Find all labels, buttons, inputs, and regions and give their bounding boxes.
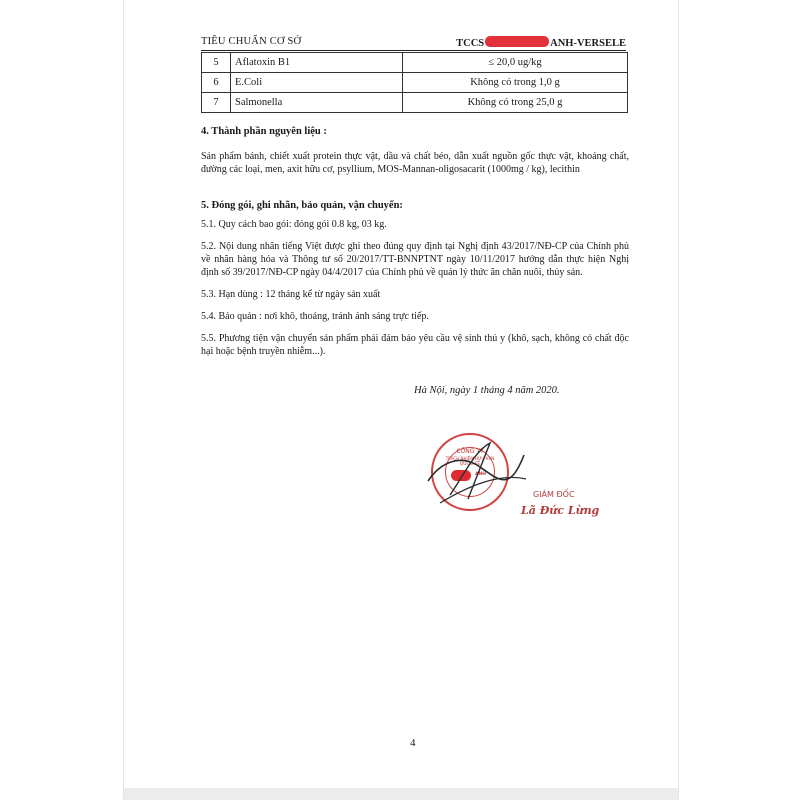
header-rule [201, 50, 626, 51]
table-row [202, 93, 628, 113]
seal-text-3: QUỐC TẾ [459, 462, 481, 467]
section-5-3: 5.3. Hạn dùng : 12 tháng kể từ ngày sản xuất [201, 289, 381, 300]
signatory-title: GIÁM ĐỐC [533, 490, 575, 499]
header-left-title: TIÊU CHUẨN CƠ SỞ [201, 36, 302, 47]
section-5-5: 5.5. Phương tiện vận chuyển sản phẩm phải đảm bảo yêu cầu vệ sinh thú y (khô, sạch, không có chất độc hại hoặc bệnh truyền nhiễm...). [201, 333, 629, 357]
section-5-2: 5.2. Nội dung nhãn tiếng Việt được ghi theo đúng quy định tại Nghị định 43/2017/NĐ-CP của Chính phủ về nhãn hàng hóa và Thông tư số 20/2017/TT-BNNPTNT ngày 10/11/2017 hướng dẫn thực hiện Nghị định số 39/2017/NĐ-CP ngày 04/4/2017 của Chính phủ về quản lý thức ăn chăn nuôi, thủy sản. [201, 241, 629, 278]
section-4-title: 4. Thành phần nguyên liệu : [201, 126, 327, 137]
spec-table [201, 52, 628, 113]
row-number: 7 [202, 93, 231, 113]
row-limit: Không có trong 1,0 g [403, 73, 628, 93]
page-bottom-edge [124, 788, 678, 800]
table-row [202, 73, 628, 93]
row-indicator: E.Coli [231, 73, 403, 93]
document-page [124, 0, 678, 800]
row-limit: Không có trong 25,0 g [403, 93, 628, 113]
seal-text-1: CÔNG TY [456, 448, 484, 455]
row-indicator: Salmonella [231, 93, 403, 113]
redaction-mark [485, 36, 549, 47]
signatory-name: Lã Đức Lừng [521, 504, 600, 517]
section-4-text: Sản phẩm bánh, chiết xuất protein thực vật, dầu và chất béo, dẫn xuất nguồn gốc thực vật, khoáng chất, đường các loại, men, axit hữu cơ, psyllium, MOS-Mannan-oligosacarit (1000mg / kg), lecithin [201, 151, 629, 175]
row-limit: ≤ 20,0 ug/kg [403, 53, 628, 73]
table-row [202, 53, 628, 73]
running-header [201, 36, 626, 50]
section-4 [201, 125, 629, 176]
seal-text-2: TRÁCH NHIỆM HỮU HẠN [445, 456, 495, 461]
row-indicator: Aflatoxin B1 [231, 53, 403, 73]
row-number: 5 [202, 53, 231, 73]
section-5-4: 5.4. Bảo quản : nơi khô, thoáng, tránh ánh sáng trực tiếp. [201, 311, 429, 322]
seal-text-4: ANH [475, 472, 487, 477]
place-date-line: Hà Nội, ngày 1 tháng 4 năm 2020. [414, 385, 560, 396]
handwritten-signature [420, 433, 530, 513]
row-number: 6 [202, 73, 231, 93]
header-code-prefix: TCCS [456, 38, 485, 49]
section-5-1: 5.1. Quy cách bao gói: đóng gói 0.8 kg, 03 kg. [201, 219, 387, 230]
section-5-title: 5. Đóng gói, ghi nhãn, bảo quản, vận chuyển: [201, 200, 403, 211]
section-5 [201, 199, 629, 358]
page-number: 4 [410, 737, 416, 749]
header-right-code [456, 36, 626, 49]
header-code-suffix: ANH-VERSELE [550, 38, 626, 49]
